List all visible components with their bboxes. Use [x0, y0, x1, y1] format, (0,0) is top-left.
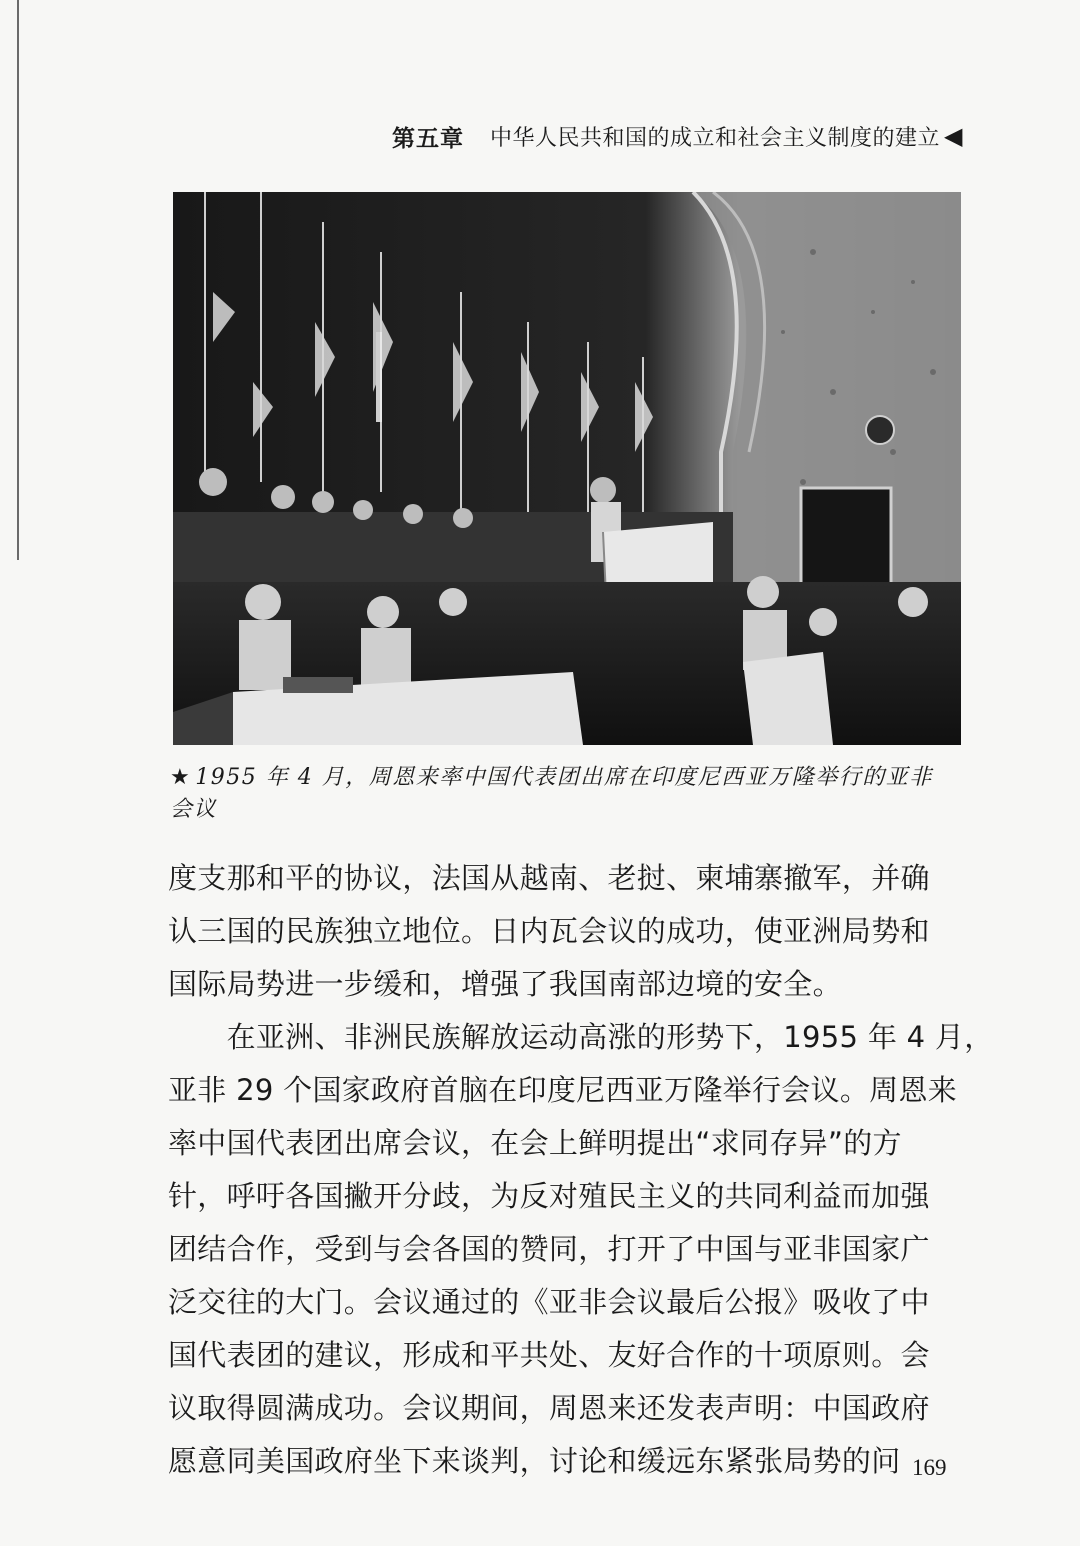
body-line: 泛交往的大门。会议通过的《亚非会议最后公报》吸收了中 [168, 1285, 930, 1319]
body-line: 愿意同美国政府坐下来谈判，讨论和缓远东紧张局势的问 [168, 1444, 901, 1478]
body-line: 国代表团的建议，形成和平共处、友好合作的十项原则。会 [168, 1338, 930, 1372]
photo-caption [170, 762, 970, 826]
body-line: 率中国代表团出席会议，在会上鲜明提出“求同存异”的方 [168, 1126, 902, 1160]
caption-text: 1955 年 4 月，周恩来率中国代表团出席在印度尼西亚万隆举行的亚非 [195, 765, 933, 790]
body-line: 度支那和平的协议，法国从越南、老挝、柬埔寨撤军，并确 [168, 861, 930, 895]
body-line: 认三国的民族独立地位。日内瓦会议的成功，使亚洲局势和 [168, 914, 930, 948]
chapter-number: 第五章 [392, 125, 464, 152]
conference-hall-image [173, 192, 961, 745]
page-number: 169 [912, 1455, 947, 1480]
body-line: 亚非 29 个国家政府首脑在印度尼西亚万隆举行会议。周恩来 [168, 1073, 958, 1107]
body-line: 团结合作，受到与会各国的赞同，打开了中国与亚非国家广 [168, 1232, 930, 1266]
caption-line-1 [170, 762, 970, 794]
body-line: 国际局势进一步缓和，增强了我国南部边境的安全。 [168, 967, 842, 1001]
conference-photo [173, 192, 961, 745]
star-icon: ★ [170, 765, 192, 790]
body-line: 议取得圆满成功。会议期间，周恩来还发表声明：中国政府 [168, 1391, 930, 1425]
left-arrow-icon: ◀ [944, 122, 963, 150]
body-line: 在亚洲、非洲民族解放运动高涨的形势下，1955 年 4 月， [168, 1020, 994, 1054]
binding-edge-line [17, 0, 19, 560]
body-line: 针，呼吁各国撇开分歧，为反对殖民主义的共同利益而加强 [168, 1179, 930, 1213]
running-header [392, 118, 1002, 154]
chapter-title: 中华人民共和国的成立和社会主义制度的建立 [490, 125, 941, 151]
body-text [168, 852, 994, 1488]
caption-line-2: 会议 [170, 797, 218, 822]
